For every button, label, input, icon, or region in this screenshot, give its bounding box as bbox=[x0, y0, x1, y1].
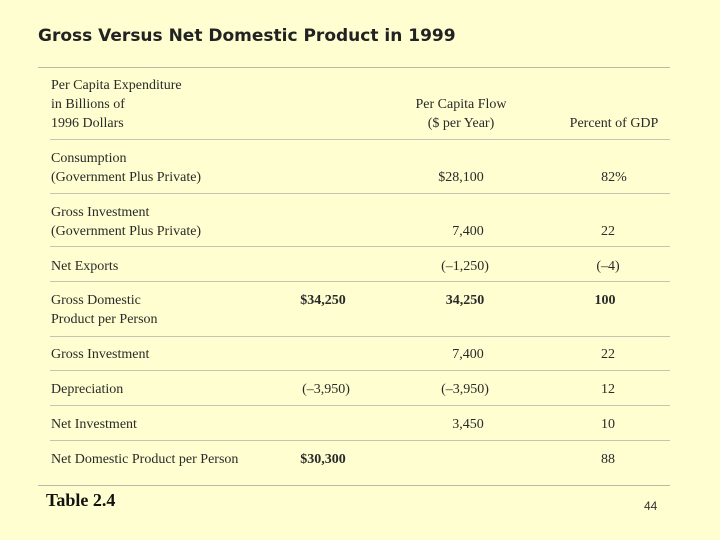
row-gross-investment-percent: 22 bbox=[601, 224, 615, 239]
row-depreciation-expenditure: (–3,950) bbox=[302, 382, 350, 397]
row-consumption-flow: $28,100 bbox=[438, 170, 484, 185]
row-net-exports-flow: (–1,250) bbox=[441, 259, 489, 274]
row-gross-investment-2-flow: 7,400 bbox=[452, 347, 484, 362]
row-ndp-label: Net Domestic Product per Person bbox=[51, 452, 239, 467]
header-expenditure-line-2: in Billions of bbox=[51, 97, 125, 112]
row-gross-investment-flow: 7,400 bbox=[452, 224, 484, 239]
bottom-rule bbox=[38, 485, 670, 486]
row-consumption-label-2: (Government Plus Private) bbox=[51, 170, 202, 185]
row-depreciation-label: Depreciation bbox=[51, 382, 124, 397]
page-number: 44 bbox=[644, 499, 658, 513]
row-rule bbox=[50, 440, 670, 441]
header-flow-line-1: Per Capita Flow bbox=[415, 97, 507, 112]
slide-title: Gross Versus Net Domestic Product in 1999 bbox=[38, 26, 456, 46]
row-net-investment-flow: 3,450 bbox=[452, 417, 484, 432]
row-rule bbox=[50, 246, 670, 247]
header-percent-gdp: Percent of GDP bbox=[569, 116, 659, 131]
row-net-exports-percent: (–4) bbox=[596, 259, 620, 274]
row-rule bbox=[50, 405, 670, 406]
top-rule bbox=[38, 67, 670, 68]
row-gross-investment-2-label: Gross Investment bbox=[51, 347, 150, 362]
row-consumption-percent: 82% bbox=[601, 170, 627, 185]
row-gross-investment-2-percent: 22 bbox=[601, 347, 615, 362]
row-rule bbox=[50, 193, 670, 194]
row-gdp-percent: 100 bbox=[594, 293, 616, 308]
row-rule bbox=[50, 370, 670, 371]
header-rule bbox=[50, 139, 670, 140]
row-ndp-expenditure: $30,300 bbox=[300, 452, 346, 467]
header-expenditure-line-3: 1996 Dollars bbox=[51, 116, 124, 131]
row-gdp-flow: 34,250 bbox=[445, 293, 485, 308]
row-rule bbox=[50, 281, 670, 282]
row-rule bbox=[50, 336, 670, 337]
row-gdp-expenditure: $34,250 bbox=[300, 293, 346, 308]
row-gross-investment-label-2: (Government Plus Private) bbox=[51, 224, 202, 239]
header-expenditure-line-1: Per Capita Expenditure bbox=[51, 78, 182, 93]
row-consumption-label-1: Consumption bbox=[51, 151, 127, 166]
row-depreciation-flow: (–3,950) bbox=[441, 382, 489, 397]
row-ndp-percent: 88 bbox=[601, 452, 615, 467]
row-net-investment-percent: 10 bbox=[601, 417, 615, 432]
row-net-exports-label: Net Exports bbox=[51, 259, 119, 274]
table-label: Table 2.4 bbox=[46, 490, 116, 510]
row-net-investment-label: Net Investment bbox=[51, 417, 137, 432]
row-depreciation-percent: 12 bbox=[601, 382, 615, 397]
row-gross-investment-label-1: Gross Investment bbox=[51, 205, 150, 220]
header-flow-line-2: ($ per Year) bbox=[427, 116, 495, 131]
row-gdp-label-1: Gross Domestic bbox=[51, 293, 141, 308]
row-gdp-label-2: Product per Person bbox=[51, 312, 158, 327]
